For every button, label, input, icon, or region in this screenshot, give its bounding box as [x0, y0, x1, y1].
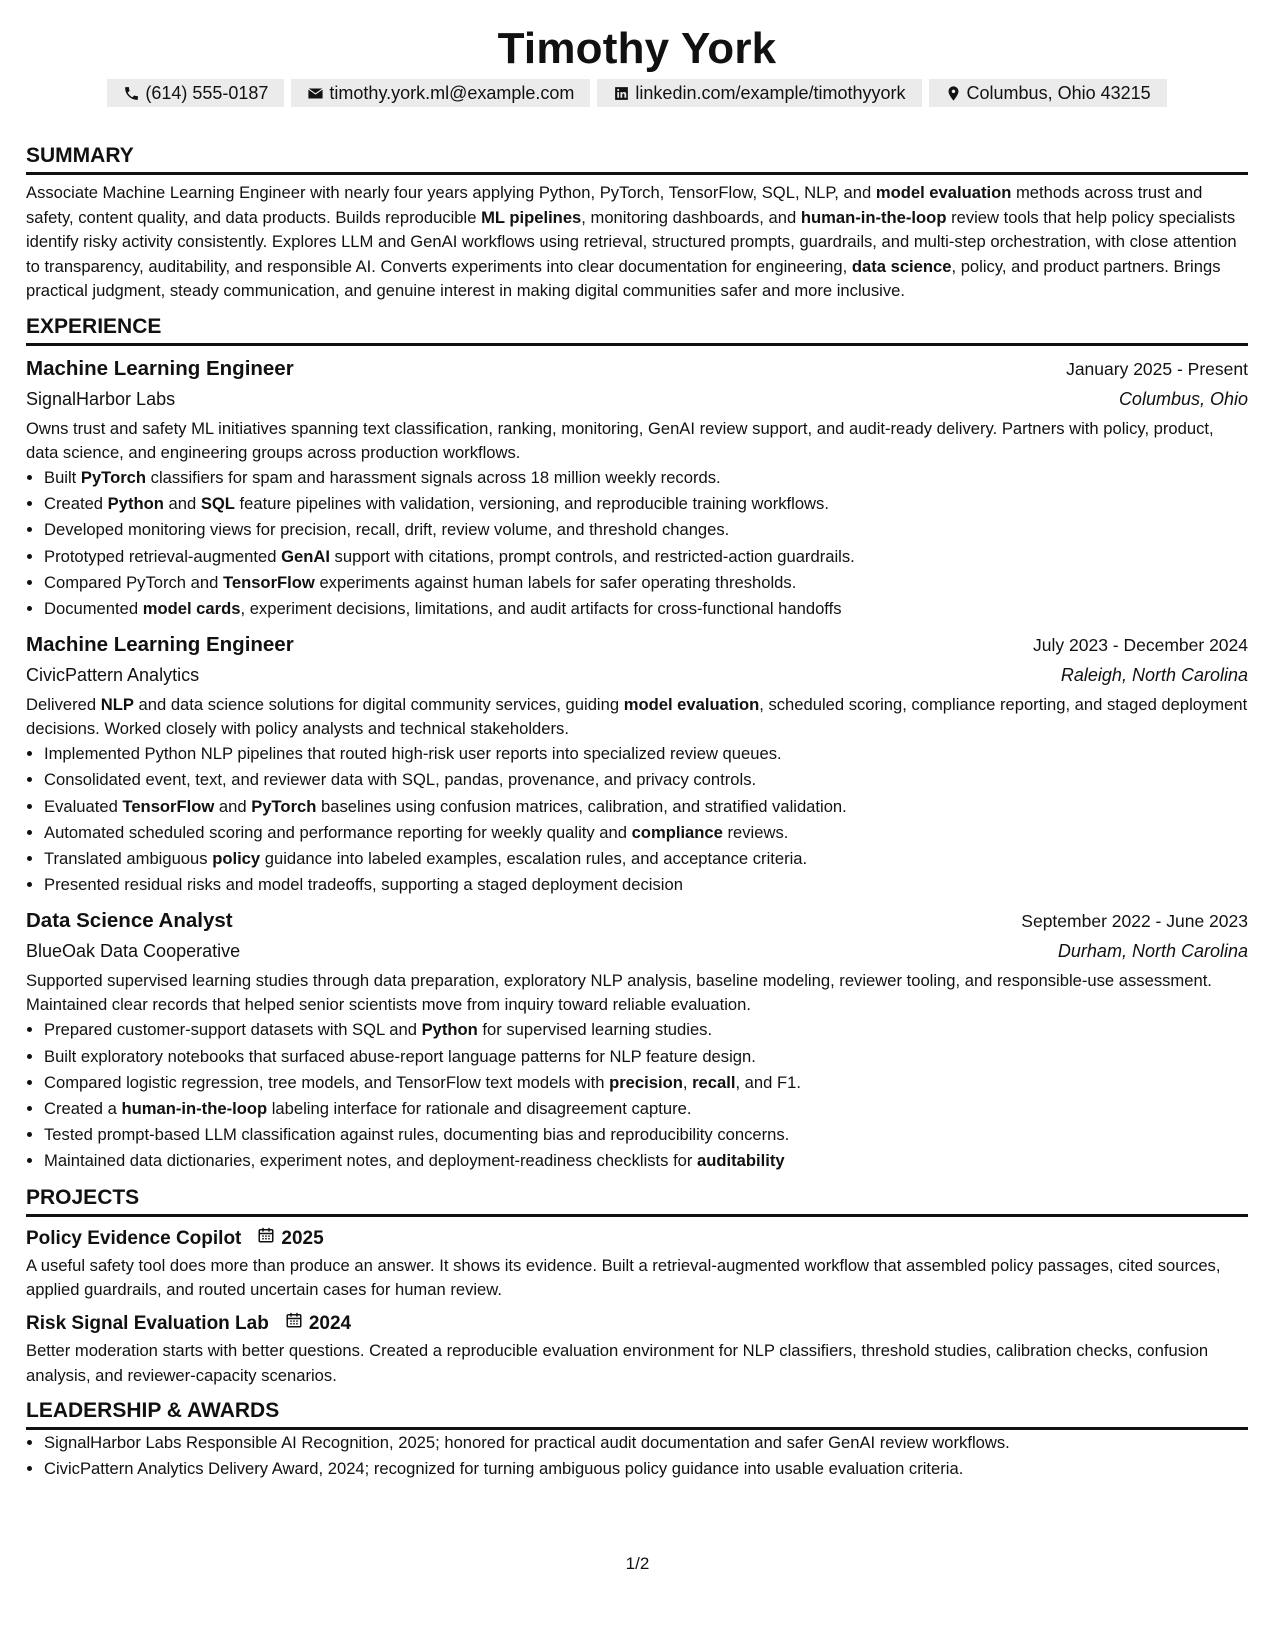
text-run: Maintained data dictionaries, experiment notes, and deployment-readiness checklists for	[44, 1151, 698, 1171]
text-run: Prepared customer-support datasets with SQL and	[44, 1020, 422, 1040]
project-name: Policy Evidence Copilot	[26, 1227, 242, 1249]
text-run: Presented residual risks and model tradeoffs, supporting a staged deployment decision	[44, 875, 683, 895]
bold-text: model evaluation	[875, 183, 1012, 202]
section-title-projects: PROJECTS	[26, 1185, 1248, 1217]
bold-text: PyTorch	[251, 796, 317, 816]
contact-location	[929, 79, 1167, 107]
bold-text: human-in-the-loop	[121, 1099, 268, 1119]
bold-text: Python	[107, 494, 164, 514]
bullet-item	[44, 794, 1248, 820]
bullet-item	[44, 767, 1248, 793]
text-run: Associate Machine Learning Engineer with nearly four years applying Python, PyTorch, TensorFlow, SQL, NLP, and	[26, 183, 876, 202]
text-run: feature pipelines with validation, versioning, and reproducible training workflows.	[234, 494, 829, 514]
job-header-row	[26, 906, 1248, 936]
phone-text: (614) 555-0187	[145, 83, 269, 103]
text-run: , monitoring dashboards, and	[581, 207, 801, 227]
bullet-item	[44, 544, 1248, 570]
bold-text: TensorFlow	[222, 572, 315, 592]
job-company: CivicPattern Analytics	[26, 665, 200, 686]
job-company-row	[26, 660, 1248, 690]
bold-text: human-in-the-loop	[800, 207, 947, 227]
section-title-leadership: LEADERSHIP & AWARDS	[26, 1398, 1248, 1430]
job-description	[26, 693, 1248, 741]
project-year: 2024	[308, 1313, 352, 1335]
bullet-item	[44, 1148, 1248, 1174]
bold-text: TensorFlow	[122, 796, 215, 816]
job-company: SignalHarbor Labs	[26, 388, 176, 409]
job-company: BlueOak Data Cooperative	[26, 941, 241, 962]
summary-text	[26, 181, 1248, 304]
job-dates: January 2025 - Present	[1066, 358, 1248, 379]
text-run: methods across trust and safety, content quality, and data products. Builds reproducible	[26, 183, 1203, 227]
bullet-item	[44, 570, 1248, 596]
bold-text: data science	[851, 256, 952, 276]
text-run: Prototyped retrieval-augmented	[44, 546, 282, 566]
job-entry	[26, 630, 1248, 898]
text-run: , policy, and product partners. Brings practical judgment, steady communication, and genuine interest in making digital communities safer and more inclusive.	[26, 256, 1221, 301]
bold-text: SQL	[200, 494, 235, 514]
bullet-item	[44, 846, 1248, 872]
project-entry	[26, 1224, 1248, 1303]
bullet-item	[44, 872, 1248, 898]
bullet-item	[44, 1122, 1248, 1148]
text-run: labeling interface for rationale and disagreement capture.	[267, 1099, 692, 1119]
job-company-row	[26, 936, 1248, 966]
projects-list	[26, 1224, 1248, 1389]
text-run: Created a	[44, 1099, 122, 1119]
text-run: Tested prompt-based LLM classification against rules, documenting bias and reproducibility concerns.	[44, 1125, 790, 1145]
bold-text: policy	[212, 849, 261, 868]
contact-linkedin[interactable]	[597, 79, 921, 107]
job-company-row	[26, 384, 1248, 414]
text-run: review tools that help policy specialists identify risky activity consistently. Explores LLM and GenAI workflows using retrieval, structured prompts, guardrails, and multi-step orchestration, with close attention to transparency, auditability, and responsible AI. Converts experiments into clear documentation for engineering,	[26, 207, 1237, 276]
text-run: guidance into labeled examples, escalation rules, and acceptance criteria.	[260, 849, 808, 868]
text-run: Built exploratory notebooks that surfaced abuse-report language patterns for NLP feature design.	[44, 1046, 756, 1066]
project-description: A useful safety tool does more than produce an answer. It shows its evidence. Built a retrieval-augmented workflow that assembled policy passages, cited sources, applied guardrails, and routed uncertain cases for human review.	[26, 1255, 1221, 1300]
text-run: for supervised learning studies.	[477, 1020, 713, 1040]
job-title: Data Science Analyst	[26, 909, 233, 933]
text-run: and data science solutions for digital community services, guiding	[133, 695, 624, 715]
text-run: ,	[682, 1072, 693, 1092]
text-run: Automated scheduled scoring and performance reporting for weekly quality and	[44, 822, 632, 842]
resume-page	[26, 0, 1248, 1483]
text-run: and	[163, 494, 201, 514]
bullet-item	[44, 1096, 1248, 1122]
job-bullets	[26, 1017, 1248, 1174]
contact-phone[interactable]	[107, 79, 284, 107]
location-text: Columbus, Ohio 43215	[966, 83, 1151, 103]
text-run: Evaluated	[44, 796, 123, 816]
bold-text: recall	[692, 1072, 736, 1092]
map-pin-icon	[945, 85, 962, 102]
bold-text: model cards	[142, 598, 241, 618]
text-run: Compared logistic regression, tree models, and TensorFlow text models with	[44, 1072, 610, 1092]
contact-email[interactable]	[291, 79, 590, 107]
bullet-item	[44, 465, 1248, 491]
project-name: Risk Signal Evaluation Lab	[26, 1313, 269, 1335]
text-run: Created	[44, 494, 108, 514]
text-run: Implemented Python NLP pipelines that routed high-risk user reports into specialized review queues.	[44, 744, 782, 764]
linkedin-icon	[613, 85, 630, 102]
project-entry	[26, 1309, 1248, 1388]
job-location: Durham, North Carolina	[1057, 941, 1248, 962]
bold-text: compliance	[631, 822, 723, 842]
bold-text: model evaluation	[623, 695, 760, 715]
summary-section	[26, 143, 1248, 304]
bold-text: Python	[421, 1020, 478, 1040]
bullet-item	[44, 820, 1248, 846]
page-number: 1/2	[625, 1554, 650, 1573]
job-dates: July 2023 - December 2024	[1033, 635, 1248, 656]
candidate-name: Timothy York	[497, 24, 777, 73]
job-dates: September 2022 - June 2023	[1021, 911, 1248, 932]
award-item: • CivicPattern Analytics Delivery Award, 2024; recognized for turning ambiguous policy guidance into usable evaluation criteria.	[44, 1456, 1248, 1482]
job-title: Machine Learning Engineer	[26, 633, 294, 657]
text-run: experiments against human labels for safer operating thresholds.	[314, 572, 797, 592]
text-run: reviews.	[722, 822, 789, 842]
bullet-item	[44, 1070, 1248, 1096]
section-title-experience: EXPERIENCE	[26, 314, 1248, 346]
project-year: 2025	[281, 1227, 324, 1249]
bullet-item	[44, 741, 1248, 767]
text-run: Documented	[44, 598, 143, 618]
experience-section	[26, 314, 1248, 1175]
text-run: support with citations, prompt controls, and restricted-action guardrails.	[329, 546, 855, 566]
job-bullets	[26, 465, 1248, 622]
bold-text: precision	[609, 1072, 683, 1092]
bold-text: PyTorch	[80, 467, 147, 487]
job-title: Machine Learning Engineer	[26, 356, 294, 380]
text-run: Delivered	[26, 695, 101, 715]
award-item: • SignalHarbor Labs Responsible AI Recognition, 2025; honored for practical audit documentation and safer GenAI review workflows.	[44, 1430, 1248, 1456]
job-header-row	[26, 630, 1248, 660]
text-run: , and F1.	[735, 1072, 801, 1092]
job-header-row	[26, 354, 1248, 384]
section-title-summary: SUMMARY	[26, 143, 1248, 175]
text-run: baselines using confusion matrices, calibration, and stratified validation.	[316, 796, 847, 816]
project-header	[26, 1224, 1248, 1254]
leadership-section	[26, 1398, 1248, 1482]
text-run: Built	[44, 467, 81, 487]
text-run: Translated ambiguous	[44, 849, 213, 868]
bold-text: auditability	[697, 1151, 785, 1171]
email-text: timothy.york.ml@example.com	[329, 83, 575, 103]
job-location: Raleigh, North Carolina	[1060, 665, 1248, 686]
bold-text: ML pipelines	[481, 207, 582, 227]
text-run: Developed monitoring views for precision, recall, drift, review volume, and threshold changes.	[44, 520, 730, 540]
bold-text: GenAI	[281, 546, 330, 566]
calendar-icon	[275, 1309, 303, 1339]
text-run: , experiment decisions, limitations, and audit artifacts for cross-functional handoffs	[240, 598, 842, 618]
job-entry	[26, 906, 1248, 1174]
job-description: Owns trust and safety ML initiatives spanning text classification, ranking, monitoring, GenAI review support, and audit-ready delivery. Partners with policy, product, data science, and engineering groups across production workflows.	[26, 418, 1214, 462]
job-bullets	[26, 741, 1248, 898]
bullet-item	[44, 491, 1248, 517]
project-header	[26, 1309, 1248, 1339]
bullet-item	[44, 1017, 1248, 1043]
text-run: classifiers for spam and harassment signals across 18 million weekly records.	[146, 467, 721, 487]
envelope-icon	[307, 85, 324, 102]
linkedin-text: linkedin.com/example/timothyyork	[635, 83, 906, 103]
leadership-list	[26, 1430, 1248, 1482]
projects-section	[26, 1185, 1248, 1389]
job-location: Columbus, Ohio	[1118, 388, 1248, 409]
text-run: Compared PyTorch and	[44, 572, 223, 592]
bullet-item	[44, 517, 1248, 543]
phone-icon	[123, 85, 140, 102]
text-run: , scheduled scoring, compliance reporting, and staged deployment decisions. Worked closely with policy analysts and technical stakeholders.	[26, 695, 1248, 739]
jobs-list	[26, 354, 1248, 1175]
text-run: and	[214, 796, 252, 816]
text-run: Consolidated event, text, and reviewer data with SQL, pandas, provenance, and privacy controls.	[44, 770, 757, 790]
calendar-icon	[247, 1224, 275, 1254]
job-entry	[26, 354, 1248, 622]
job-description: Supported supervised learning studies through data preparation, exploratory NLP analysis, baseline modeling, reviewer tooling, and responsible-use assessment. Maintained clear records that helped senior scientists move from inquiry toward reliable evaluation.	[26, 971, 1212, 1015]
project-description: Better moderation starts with better questions. Created a reproducible evaluation environment for NLP classifiers, threshold studies, calibration checks, confusion analysis, and reviewer-capacity scenarios.	[26, 1341, 1209, 1385]
bold-text: NLP	[100, 695, 134, 715]
bullet-item	[44, 1044, 1248, 1070]
contact-bar	[26, 79, 1248, 107]
bullet-item	[44, 596, 1248, 622]
